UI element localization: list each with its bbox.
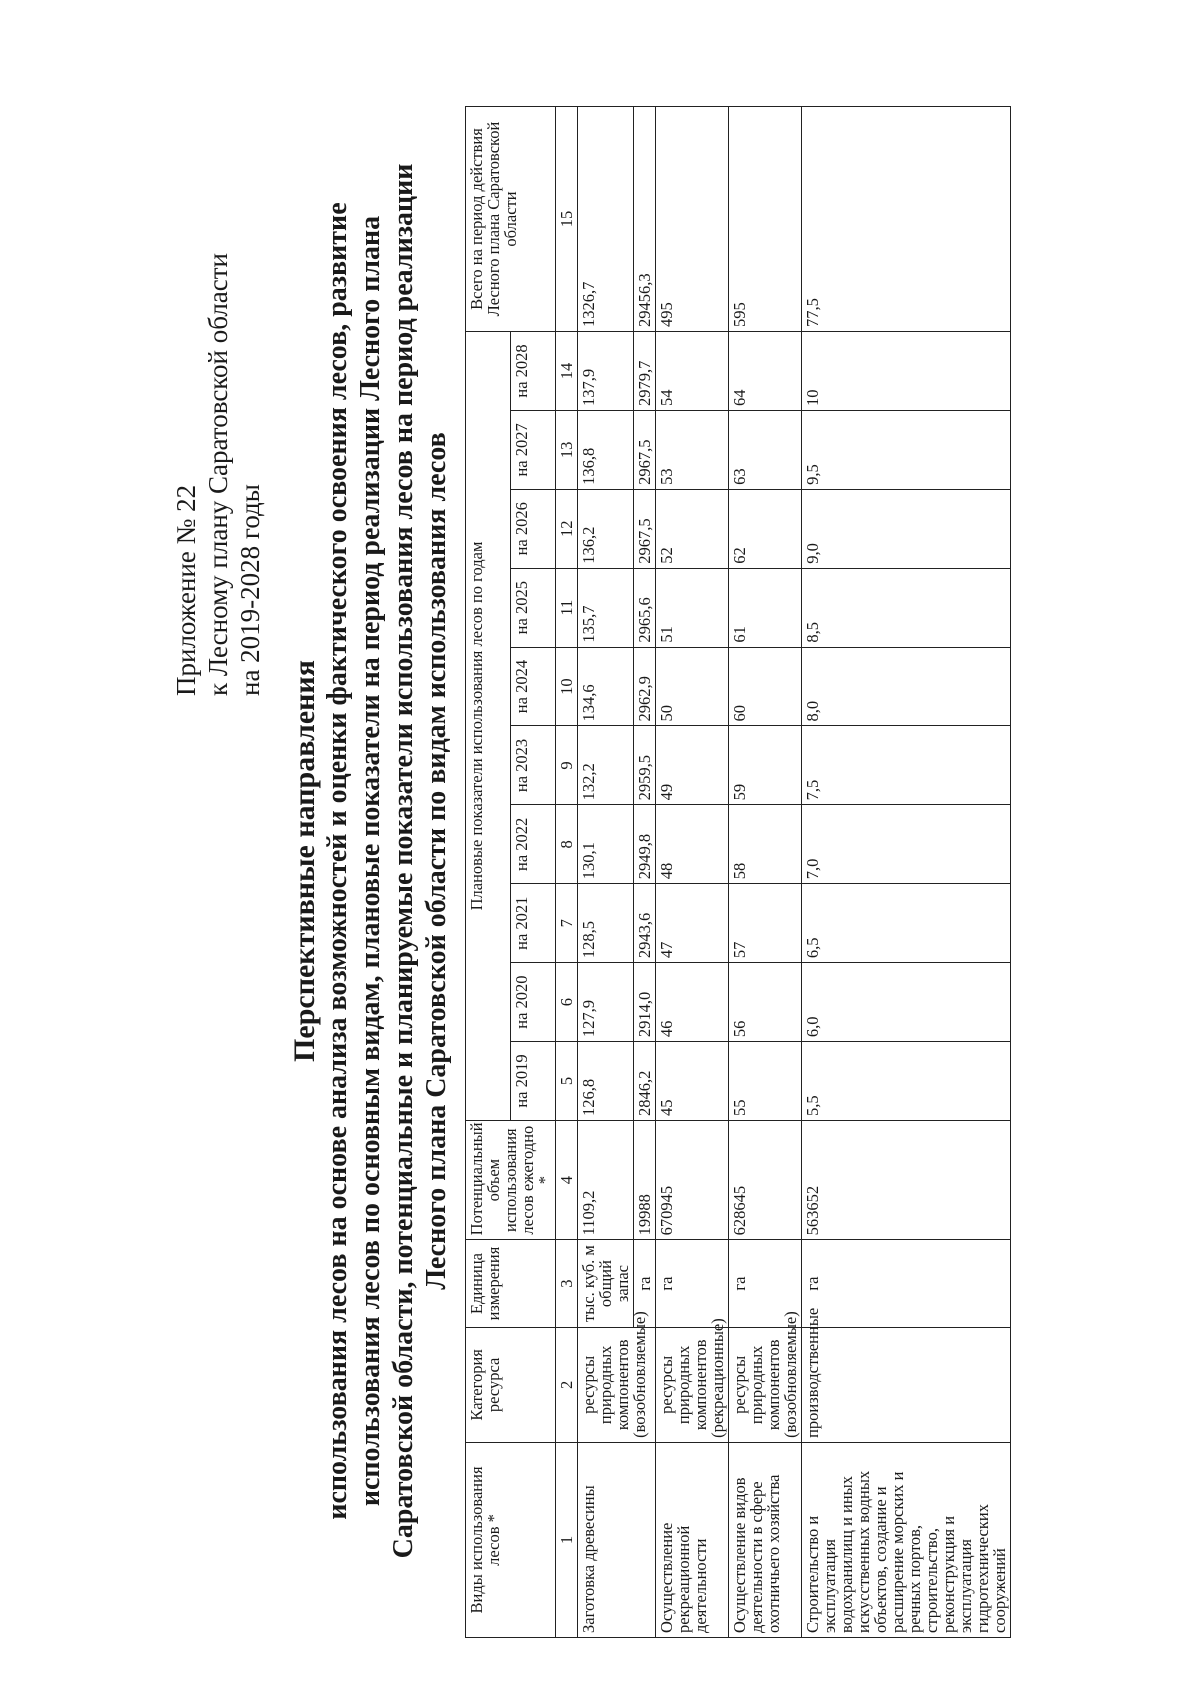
header-category: Категория ресурса (466, 1327, 556, 1442)
row-value: 56 (729, 963, 802, 1042)
header-year: на 2027 (511, 410, 556, 489)
header-total: Всего на период действия Лесного плана Саратовской области (466, 107, 556, 332)
header-year: на 2021 (511, 884, 556, 963)
row-kind: Осуществление рекреационной деятельности (656, 1442, 729, 1637)
row-value: 48 (656, 805, 729, 884)
header-year: на 2028 (511, 332, 556, 411)
row-kind: Заготовка древесины (578, 1442, 656, 1637)
row-value: 5,5 (802, 1042, 1011, 1121)
row-value: 60 (729, 647, 802, 726)
row-potential: 19988 (634, 1120, 656, 1239)
row-potential: 1109,2 (578, 1120, 634, 1239)
column-index: 2 (556, 1327, 578, 1442)
row-total: 77,5 (802, 107, 1011, 332)
forest-use-plan-table (465, 106, 1011, 1638)
row-total: 495 (656, 107, 729, 332)
appendix-caption (170, 136, 266, 696)
header-year: на 2022 (511, 805, 556, 884)
row-value: 45 (656, 1042, 729, 1121)
row-value: 62 (729, 489, 802, 568)
row-potential: 563652 (802, 1120, 1011, 1239)
heading-line-4: Лесного плана Саратовской области по видам использования лесов (421, 432, 452, 1290)
column-index: 14 (556, 332, 578, 411)
row-unit: га (729, 1240, 802, 1327)
row-value: 126,8 (578, 1042, 634, 1121)
row-unit: га (634, 1240, 656, 1327)
row-value: 61 (729, 568, 802, 647)
row-category: ресурсы природных компонентов (возобновляемые) (729, 1327, 802, 1442)
row-value: 7,0 (802, 805, 1011, 884)
heading-main: Перспективные направления (288, 660, 321, 1062)
heading-line-2: использования лесов по основным видам, плановые показатели на период реализации Лесного плана (355, 215, 386, 1507)
row-value: 51 (656, 568, 729, 647)
row-potential: 628645 (729, 1120, 802, 1239)
column-index: 13 (556, 410, 578, 489)
row-value: 47 (656, 884, 729, 963)
header-year: на 2025 (511, 568, 556, 647)
column-index: 3 (556, 1240, 578, 1327)
row-value: 128,5 (578, 884, 634, 963)
row-value: 10 (802, 332, 1011, 411)
header-year: на 2026 (511, 489, 556, 568)
heading-line-3: Саратовской области, потенциальные и планируемые показатели использования лесов на период реализации (388, 163, 419, 1559)
row-potential: 670945 (656, 1120, 729, 1239)
row-value: 8,5 (802, 568, 1011, 647)
row-category: ресурсы природных компонентов (возобновляемые) (578, 1327, 656, 1442)
row-value: 2943,6 (634, 884, 656, 963)
column-index: 11 (556, 568, 578, 647)
row-value: 130,1 (578, 805, 634, 884)
column-index: 6 (556, 963, 578, 1042)
column-index: 12 (556, 489, 578, 568)
column-index: 4 (556, 1120, 578, 1239)
row-value: 2846,2 (634, 1042, 656, 1121)
row-value: 132,2 (578, 726, 634, 805)
row-value: 8,0 (802, 647, 1011, 726)
appendix-reference: к Лесному плану Саратовской области (203, 252, 233, 696)
column-index: 1 (556, 1442, 578, 1637)
column-index: 15 (556, 107, 578, 332)
header-year: на 2020 (511, 963, 556, 1042)
column-index-row (556, 107, 578, 1638)
row-category: ресурсы природных компонентов (рекреационные) (656, 1327, 729, 1442)
column-index: 10 (556, 647, 578, 726)
row-value: 55 (729, 1042, 802, 1121)
appendix-number: Приложение № 22 (171, 484, 201, 696)
row-value: 2979,7 (634, 332, 656, 411)
row-value: 127,9 (578, 963, 634, 1042)
row-value: 2962,9 (634, 647, 656, 726)
row-value: 2967,5 (634, 489, 656, 568)
table-row (656, 107, 729, 1638)
column-index: 5 (556, 1042, 578, 1121)
row-value: 2967,5 (634, 410, 656, 489)
row-value: 136,8 (578, 410, 634, 489)
table-row (802, 107, 1011, 1638)
row-value: 49 (656, 726, 729, 805)
row-value: 52 (656, 489, 729, 568)
appendix-period: на 2019-2028 годы (235, 484, 265, 696)
row-value: 7,5 (802, 726, 1011, 805)
table-row (729, 107, 802, 1638)
row-value: 50 (656, 647, 729, 726)
document-heading (288, 146, 453, 1576)
row-value: 2914,0 (634, 963, 656, 1042)
header-potential: Потенциальный объем использования лесов ежегодно * (466, 1120, 556, 1239)
table-row (578, 107, 634, 1638)
row-value: 135,7 (578, 568, 634, 647)
header-plan-group: Плановые показатели использования лесов по годам (466, 332, 511, 1121)
row-total: 595 (729, 107, 802, 332)
row-value: 54 (656, 332, 729, 411)
header-year: на 2023 (511, 726, 556, 805)
row-kind: Осуществление видов деятельности в сфере охотничьего хозяйства (729, 1442, 802, 1637)
row-value: 136,2 (578, 489, 634, 568)
row-value: 59 (729, 726, 802, 805)
header-unit: Единица измерения (466, 1240, 556, 1327)
row-unit: га (802, 1240, 1011, 1327)
header-year: на 2019 (511, 1042, 556, 1121)
row-value: 134,6 (578, 647, 634, 726)
row-value: 6,5 (802, 884, 1011, 963)
row-value: 2949,8 (634, 805, 656, 884)
header-year: на 2024 (511, 647, 556, 726)
header-row-top (466, 107, 511, 1638)
row-unit: тыс. куб. м общий запас (578, 1240, 634, 1327)
column-index: 9 (556, 726, 578, 805)
row-value: 58 (729, 805, 802, 884)
row-value: 2965,6 (634, 568, 656, 647)
row-total: 29456,3 (634, 107, 656, 332)
column-index: 7 (556, 884, 578, 963)
row-value: 137,9 (578, 332, 634, 411)
column-index: 8 (556, 805, 578, 884)
row-value: 64 (729, 332, 802, 411)
row-value: 57 (729, 884, 802, 963)
row-value: 2959,5 (634, 726, 656, 805)
row-value: 9,5 (802, 410, 1011, 489)
row-value: 9,0 (802, 489, 1011, 568)
row-unit: га (656, 1240, 729, 1327)
row-value: 46 (656, 963, 729, 1042)
row-value: 53 (656, 410, 729, 489)
row-value: 6,0 (802, 963, 1011, 1042)
heading-line-1: использования лесов на основе анализа возможностей и оценки фактического освоения лесов, развитие (322, 202, 353, 1520)
row-category: производственные (802, 1327, 1011, 1442)
header-kind: Виды использования лесов * (466, 1442, 556, 1637)
row-total: 1326,7 (578, 107, 634, 332)
row-kind: Строительство и эксплуатация водохранилищ и иных искусственных водных объектов, создание и расширение морских и речных портов, строительство, реконструкция и эксплуатация гидротехнических сооружений (802, 1442, 1011, 1637)
row-value: 63 (729, 410, 802, 489)
